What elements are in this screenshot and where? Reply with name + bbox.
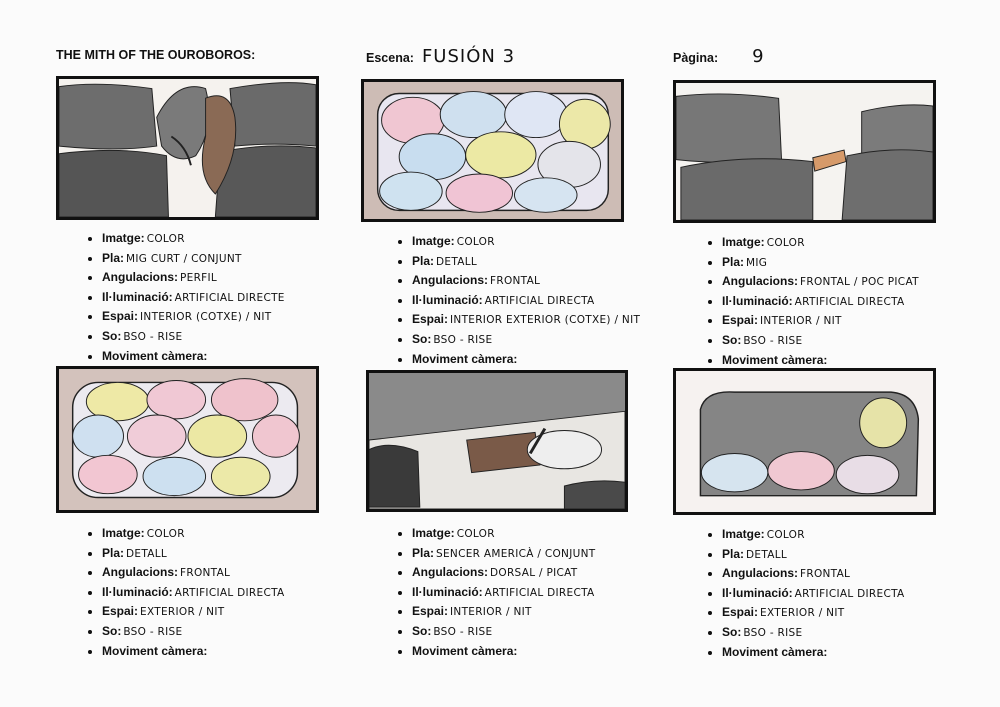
panel-6-drawing (676, 371, 933, 512)
note-espai: • Espai: INTERIOR (COTXE) / NIT (102, 307, 382, 327)
panel-5-drawing (369, 373, 625, 509)
note-moviment: • Moviment càmera: (412, 642, 692, 662)
storyboard-panel-1 (56, 76, 319, 220)
panel-3-notes (706, 233, 1000, 370)
panel-5-notes (396, 524, 692, 661)
panel-3-drawing (676, 83, 933, 220)
note-imatge: • Imatge: COLOR (412, 232, 692, 252)
note-so: • So: BSO - RISE (102, 622, 382, 642)
note-pla: • Pla: SENCER AMERICÀ / CONJUNT (412, 544, 692, 564)
note-angulacions: • Angulacions: FRONTAL / POC PICAT (722, 272, 1000, 292)
scene-label: Escena: (366, 51, 414, 65)
scene-value: FUSIÓN 3 (421, 46, 516, 67)
page-number-field (673, 46, 765, 67)
note-so: • So: BSO - RISE (412, 622, 692, 642)
note-imatge: • Imatge: COLOR (722, 525, 1000, 545)
note-imatge: • Imatge: COLOR (722, 233, 1000, 253)
scene-field (366, 46, 515, 67)
note-angulacions: • Angulacions: FRONTAL (412, 271, 692, 291)
note-so: • So: BSO - RISE (722, 623, 1000, 643)
note-illuminacio: • Il·luminació: ARTIFICIAL DIRECTA (412, 583, 692, 603)
note-moviment: • Moviment càmera: (722, 643, 1000, 663)
note-angulacions: • Angulacions: FRONTAL (722, 564, 1000, 584)
note-so: • So: BSO - RISE (412, 330, 692, 350)
note-so: • So: BSO - RISE (102, 327, 382, 347)
note-espai: • Espai: EXTERIOR / NIT (102, 602, 382, 622)
note-moviment: • Moviment càmera: (102, 642, 382, 662)
note-illuminacio: • Il·luminació: ARTIFICIAL DIRECTA (722, 292, 1000, 312)
note-angulacions: • Angulacions: FRONTAL (102, 563, 382, 583)
page-title: THE MITH OF THE OUROBOROS: (56, 48, 256, 62)
note-imatge: • Imatge: COLOR (102, 229, 382, 249)
page-number: 9 (752, 46, 765, 67)
note-espai: • Espai: EXTERIOR / NIT (722, 603, 1000, 623)
storyboard-panel-5 (366, 370, 628, 512)
note-angulacions: • Angulacions: PERFIL (102, 268, 382, 288)
note-espai: • Espai: INTERIOR EXTERIOR (COTXE) / NIT (412, 310, 692, 330)
note-illuminacio: • Il·luminació: ARTIFICIAL DIRECTE (102, 288, 382, 308)
note-angulacions: • Angulacions: DORSAL / PICAT (412, 563, 692, 583)
note-espai: • Espai: INTERIOR / NIT (722, 311, 1000, 331)
panel-2-notes (396, 232, 692, 369)
note-illuminacio: • Il·luminació: ARTIFICIAL DIRECTA (722, 584, 1000, 604)
note-illuminacio: • Il·luminació: ARTIFICIAL DIRECTA (102, 583, 382, 603)
page-label: Pàgina: (673, 51, 719, 65)
note-moviment: • Moviment càmera: (722, 351, 1000, 371)
panel-4-notes (86, 524, 382, 661)
note-imatge: • Imatge: COLOR (412, 524, 692, 544)
note-moviment: • Moviment càmera: (412, 350, 692, 370)
note-pla: • Pla: DETALL (412, 252, 692, 272)
note-imatge: • Imatge: COLOR (102, 524, 382, 544)
note-pla: • Pla: MIG (722, 253, 1000, 273)
storyboard-panel-4 (56, 366, 319, 513)
note-pla: • Pla: DETALL (102, 544, 382, 564)
panel-2-drawing (364, 82, 621, 219)
note-so: • So: BSO - RISE (722, 331, 1000, 351)
note-illuminacio: • Il·luminació: ARTIFICIAL DIRECTA (412, 291, 692, 311)
note-moviment: • Moviment càmera: (102, 347, 382, 367)
note-espai: • Espai: INTERIOR / NIT (412, 602, 692, 622)
panel-4-drawing (59, 369, 316, 510)
storyboard-panel-3 (673, 80, 936, 223)
panel-6-notes (706, 525, 1000, 662)
note-pla: • Pla: MIG CURT / CONJUNT (102, 249, 382, 269)
note-pla: • Pla: DETALL (722, 545, 1000, 565)
storyboard-panel-2 (361, 79, 624, 222)
storyboard-panel-6 (673, 368, 936, 515)
panel-1-notes (86, 229, 382, 366)
panel-1-drawing (59, 79, 316, 217)
